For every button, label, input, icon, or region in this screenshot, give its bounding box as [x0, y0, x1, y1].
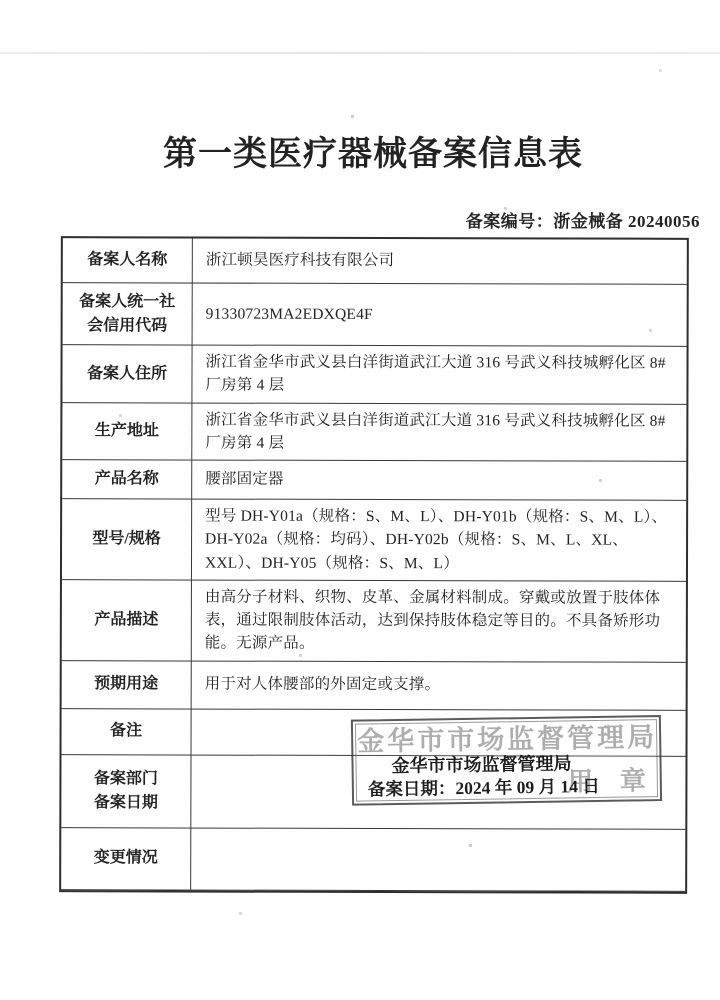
stamp-faint-authority-text: 金华市市场监督管理局: [356, 722, 658, 757]
field-value: 用于对人体腰部的外固定或支撑。: [204, 675, 441, 694]
row-model-spec: [62, 499, 686, 581]
row-production-address: [62, 403, 686, 462]
official-stamp: [351, 715, 662, 806]
field-label: 备案人统一社 会信用代码: [63, 283, 193, 344]
field-label: 备注: [62, 709, 192, 754]
field-value: 腰部固定器: [205, 470, 284, 489]
field-label: 备案人名称: [63, 238, 193, 282]
row-intended-use: [62, 661, 686, 711]
scan-artifact-line: [0, 52, 720, 54]
filing-number: 备案编号：浙金械备 20240056: [465, 212, 700, 231]
field-value: 浙江省金华市武义县白洋街道武江大道 316 号武义科技城孵化区 8#厂房第 4 层: [205, 411, 666, 452]
field-label: 型号/规格: [62, 499, 192, 579]
field-label: 变更情况: [61, 828, 191, 889]
field-label: 备案人住所: [62, 345, 192, 402]
field-value: [191, 828, 685, 890]
field-label: 备案部门 备案日期: [61, 755, 191, 827]
row-product-description: [62, 580, 686, 662]
row-applicant-name: [63, 238, 687, 285]
stamp-faint-seal-chars: 用 章: [567, 766, 657, 797]
field-value: 浙江省金华市武义县白洋街道武江大道 316 号武义科技城孵化区 8#厂房第 4 层: [205, 353, 666, 395]
field-value: 由高分子材料、织物、皮革、金属材料制成。穿戴或放置于肢体体表，通过限制肢体活动，达到保持肢体稳定等目的。不具备矫形功能。无源产品。: [204, 588, 661, 653]
row-product-name: [62, 460, 686, 501]
row-applicant-residence: [62, 345, 686, 404]
field-label: 产品名称: [62, 460, 192, 498]
field-value: 浙江顿昊医疗科技有限公司: [205, 251, 395, 270]
stamp-authority-name: 金华市市场监督管理局: [391, 753, 572, 777]
field-value: 型号 DH-Y01a（规格：S、M、L）、DH-Y01b（规格：S、M、L）、DH-Y02a（规格：均码）、DH-Y02b（规格：S、M、L、XL、XXL）、DH-Y05（规格：S、M、L）: [204, 507, 668, 572]
field-label: 生产地址: [62, 403, 192, 460]
row-credit-code: [63, 283, 687, 347]
stamp-filing-date: 备案日期：2024 年 09 月 14 日: [367, 775, 600, 800]
scan-noise-speckles: [0, 0, 1, 1]
page-title: 第一类医疗器械备案信息表: [163, 135, 583, 173]
filing-info-table: [59, 236, 689, 893]
row-change-status: [61, 828, 685, 892]
field-label: 预期用途: [62, 661, 192, 708]
field-label: 产品描述: [62, 580, 192, 660]
field-value: 91330723MA2EDXQE4F: [205, 305, 373, 323]
